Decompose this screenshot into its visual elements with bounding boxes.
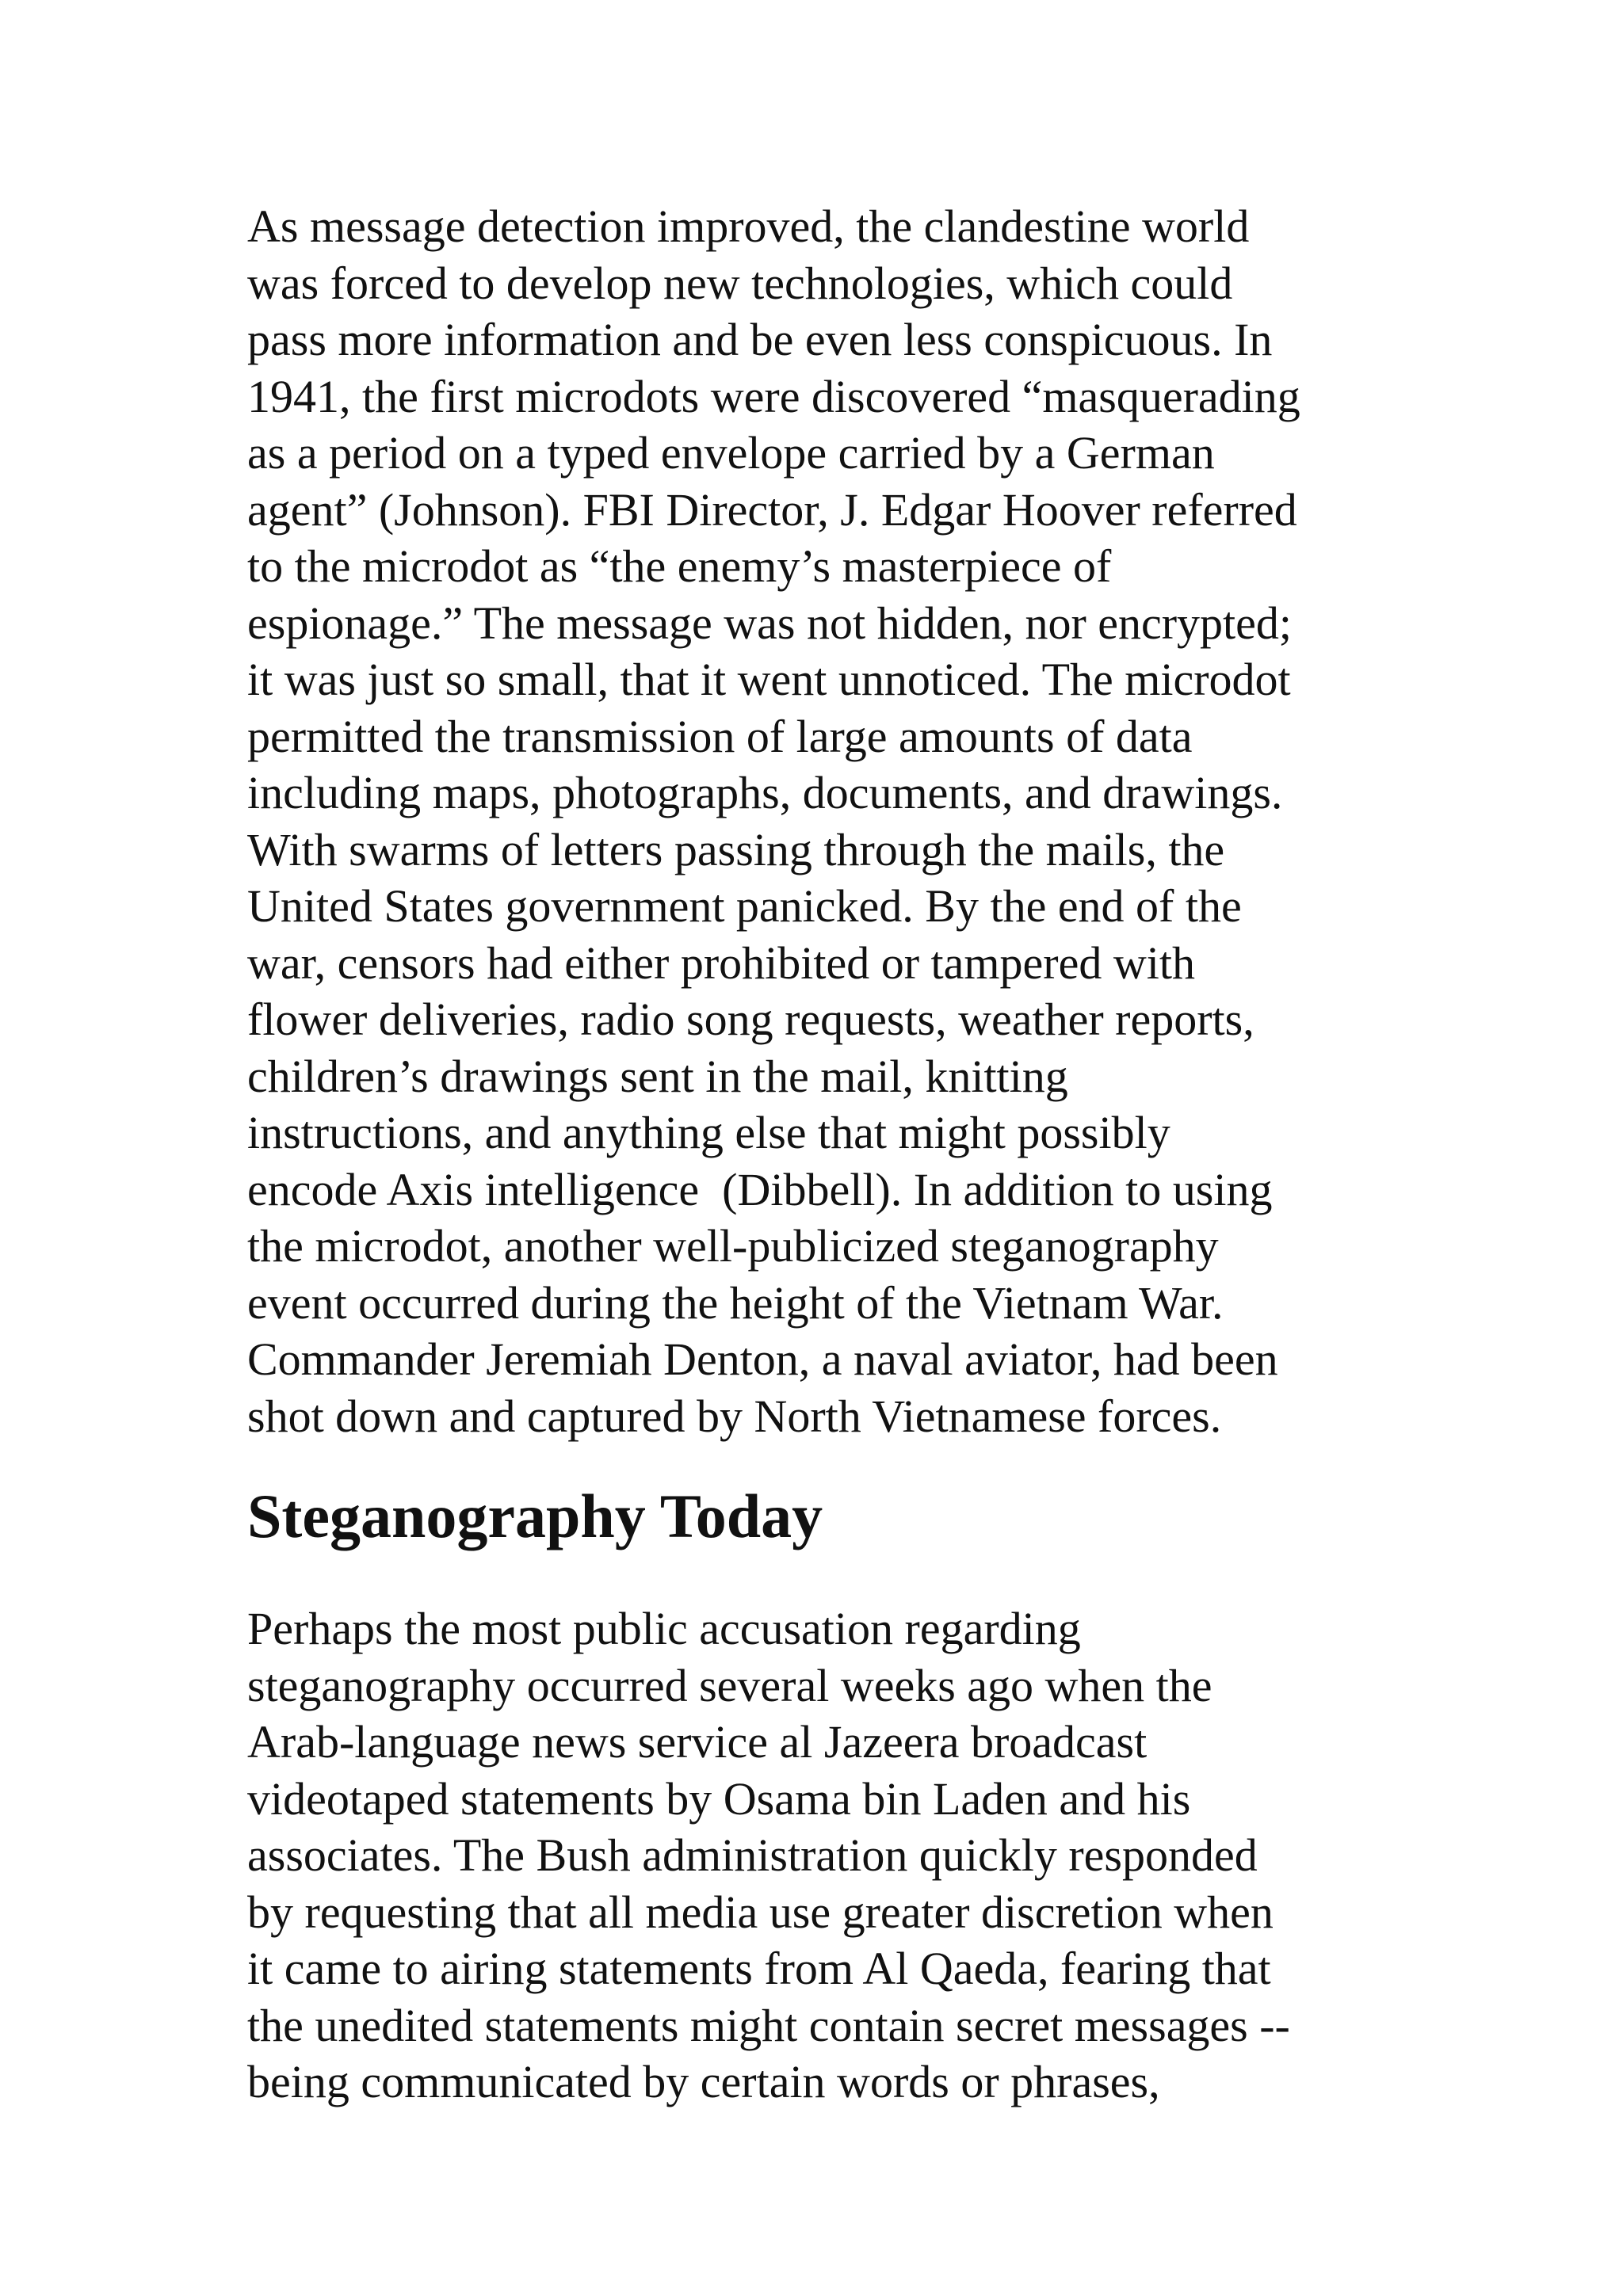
paragraph-line: Arab-language news service al Jazeera broadcast [247, 1716, 1148, 1768]
paragraph-line: was forced to develop new technologies, which could [247, 257, 1233, 309]
body-paragraph-2 [247, 1600, 1388, 2111]
paragraph-line: shot down and captured by North Vietnamese forces. [247, 1390, 1222, 1442]
paragraph-line: as a period on a typed envelope carried by a German [247, 427, 1215, 479]
paragraph-line: flower deliveries, radio song requests, weather reports, [247, 994, 1254, 1045]
paragraph-line: permitted the transmission of large amounts of data [247, 710, 1193, 762]
paragraph-line: the microdot, another well-publicized steganography [247, 1220, 1219, 1272]
paragraph-line: event occurred during the height of the Vietnam War. [247, 1276, 1224, 1329]
paragraph-line: children’s drawings sent in the mail, knitting [247, 1050, 1068, 1102]
paragraph-line: agent” (Johnson). FBI Director, J. Edgar Hoover referred [247, 483, 1297, 536]
paragraph-line: it came to airing statements from Al Qaeda, fearing that [247, 1943, 1271, 1994]
paragraph-line: war, censors had either prohibited or tampered with [247, 936, 1195, 989]
paragraph-line: pass more information and be even less conspicuous. In [247, 314, 1273, 365]
body-paragraph-1 [247, 198, 1388, 1444]
paragraph-line: steganography occurred several weeks ago when the [247, 1659, 1212, 1711]
paragraph-line: being communicated by certain words or phrases, [247, 2056, 1160, 2107]
paragraph-line: videotaped statements by Osama bin Laden and his [247, 1772, 1191, 1825]
paragraph-line: including maps, photographs, documents, and drawings. [247, 767, 1283, 818]
paragraph-line: by requesting that all media use greater discretion when [247, 1886, 1274, 1938]
paragraph-line: the unedited statements might contain secret messages -- [247, 1999, 1290, 2051]
paragraph-line: espionage.” The message was not hidden, nor encrypted; [247, 597, 1293, 649]
paragraph-line: United States government panicked. By the end of the [247, 880, 1242, 932]
paragraph-line: to the microdot as “the enemy’s masterpiece of [247, 540, 1112, 592]
paragraph-line: associates. The Bush administration quickly responded [247, 1829, 1258, 1881]
paragraph-line: instructions, and anything else that might possibly [247, 1107, 1170, 1158]
paragraph-line: As message detection improved, the clandestine world [247, 200, 1250, 252]
paragraph-line: encode Axis intelligence (Dibbell). In addition to using [247, 1163, 1273, 1215]
paragraph-line: it was just so small, that it went unnoticed. The microdot [247, 654, 1291, 705]
paragraph-line: 1941, the first microdots were discovered “masquerading [247, 370, 1300, 422]
paragraph-line: Commander Jeremiah Denton, a naval aviator, had been [247, 1333, 1278, 1385]
paragraph-line: With swarms of letters passing through the mails, the [247, 823, 1225, 875]
section-heading: Steganography Today [247, 1482, 823, 1550]
paragraph-line: Perhaps the most public accusation regarding [247, 1603, 1081, 1654]
